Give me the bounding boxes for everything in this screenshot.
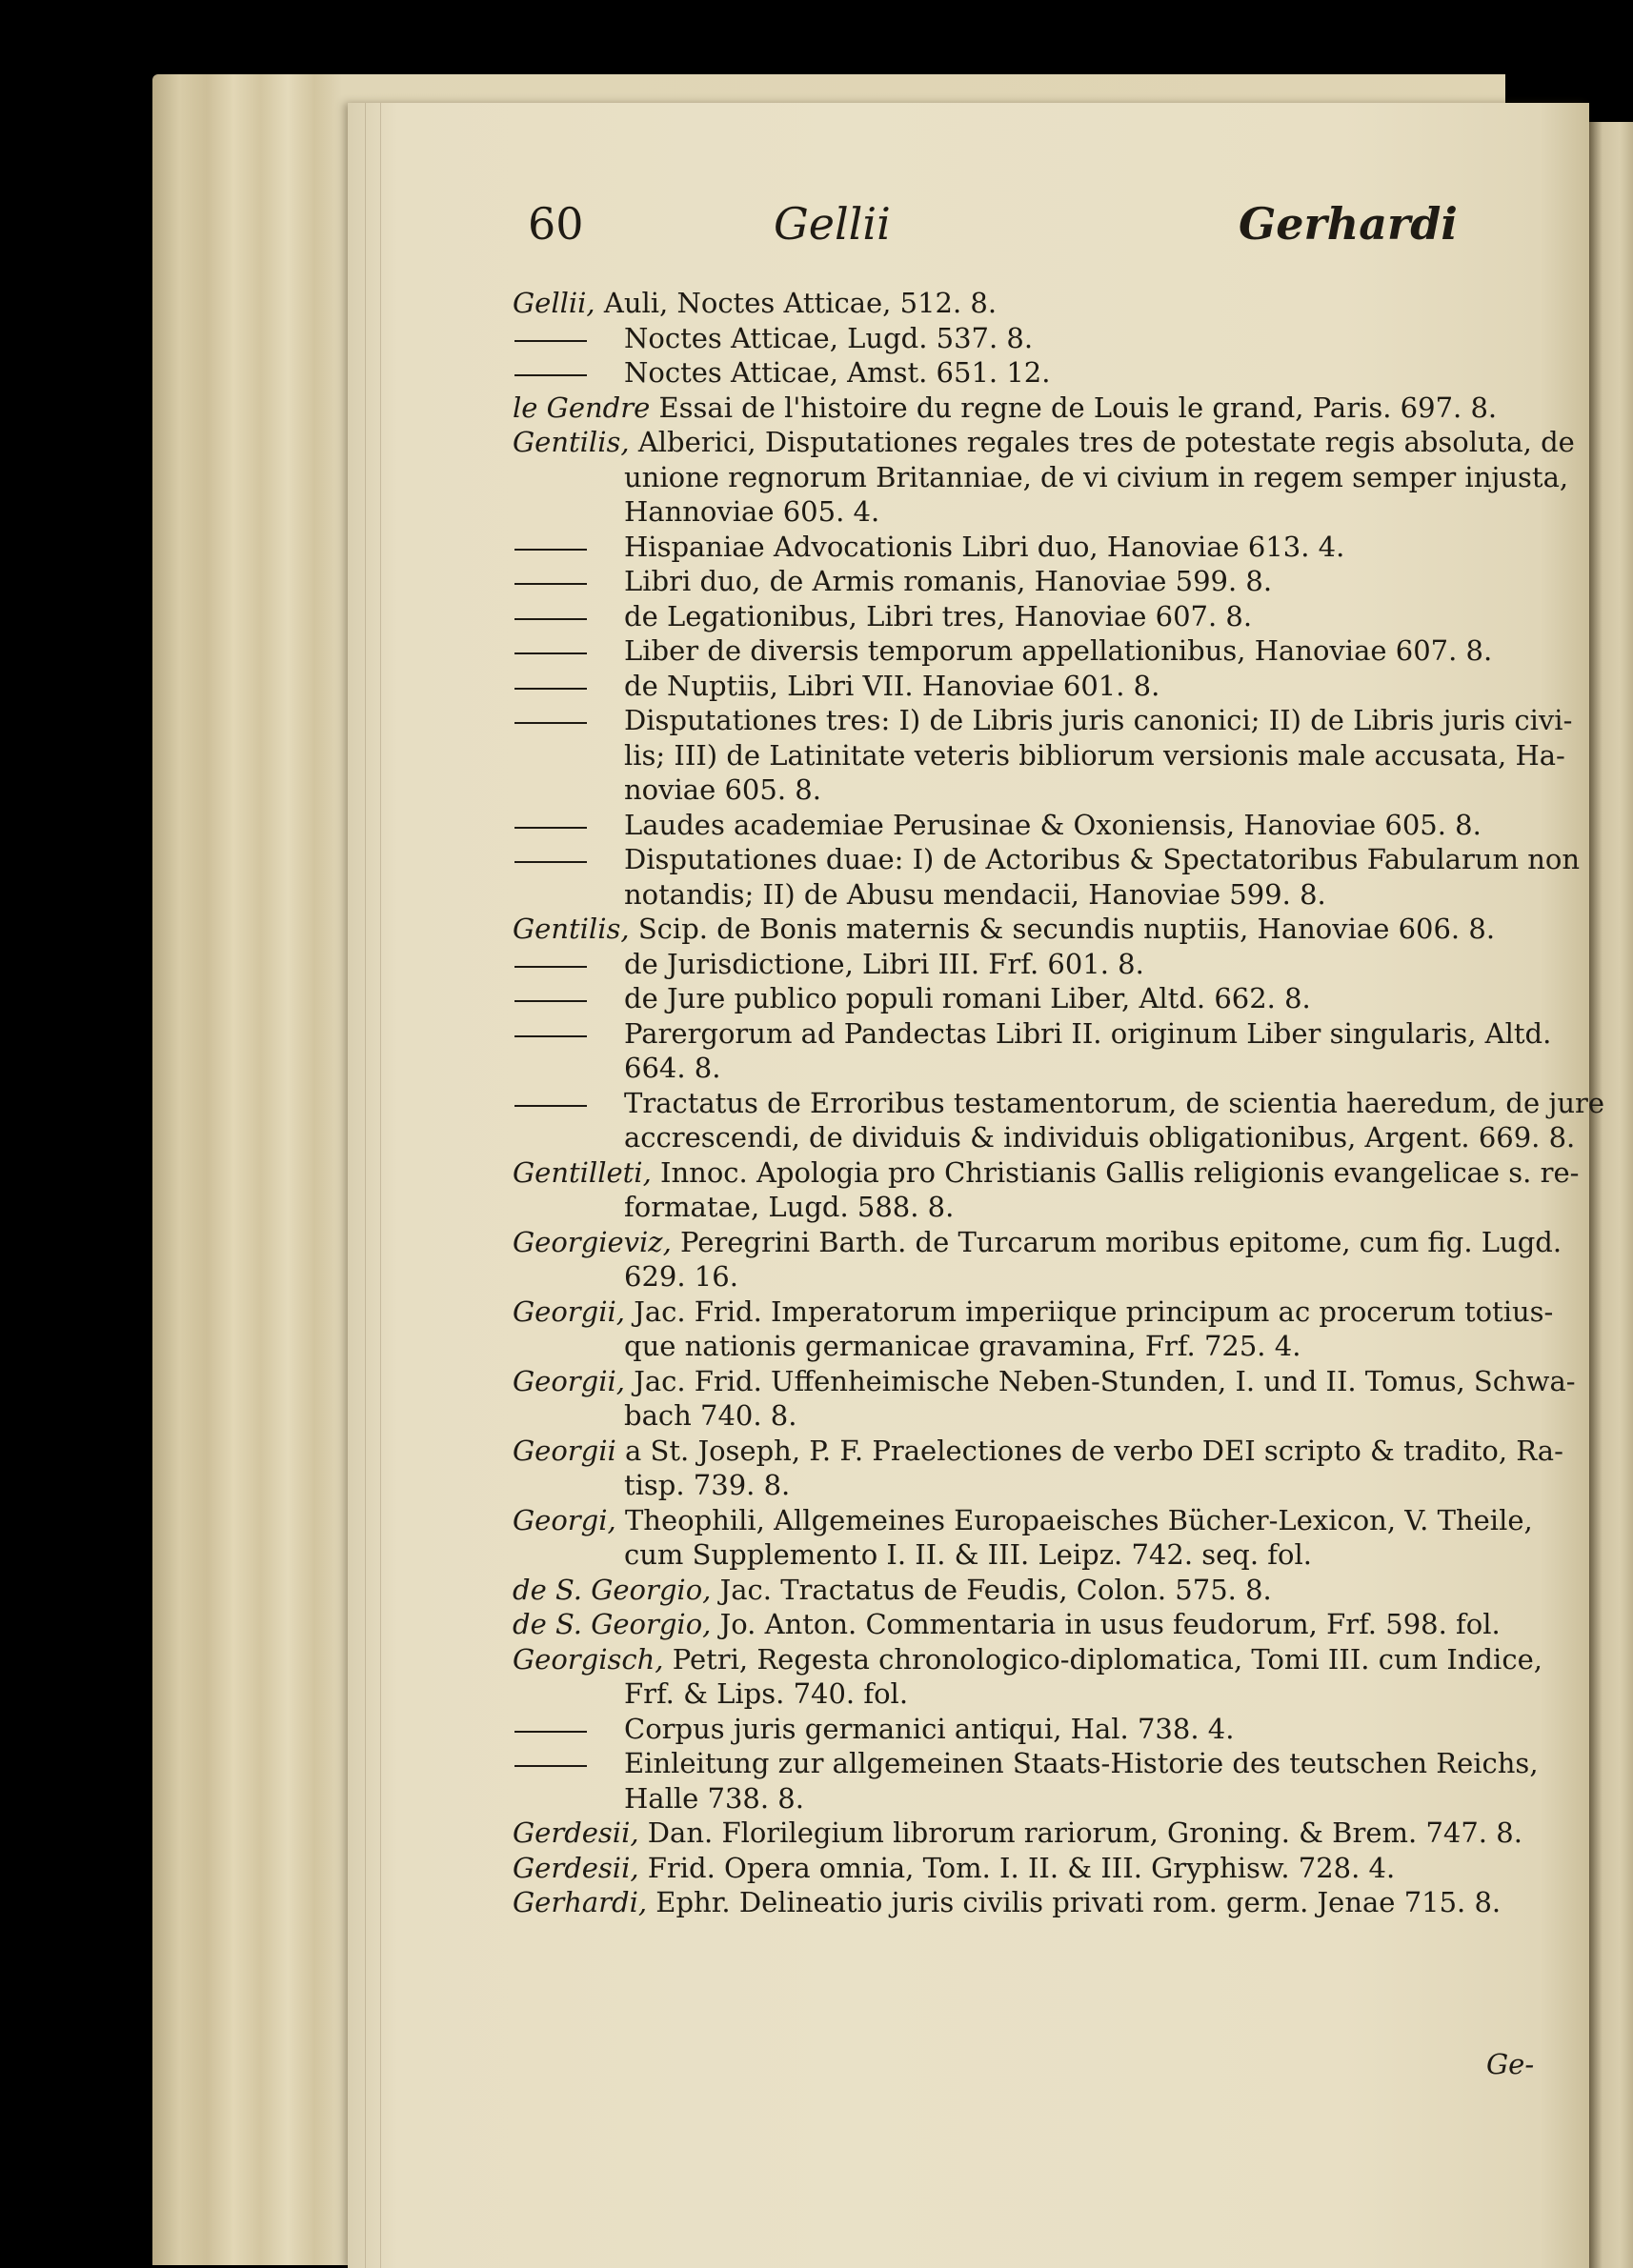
entry-line <box>513 1853 1395 1883</box>
entry-text: Laudes academiae Perusinae & Oxoniensis, Hanoviae 605. 8. <box>624 808 1482 841</box>
entry-text: de Nuptiis, Libri VII. Hanoviae 601. 8. <box>624 669 1160 702</box>
entry-line <box>513 1227 1562 1257</box>
entry-text: noviae 605. 8. <box>624 773 821 806</box>
entry-text: cum Supplemento I. II. & III. Leipz. 742. seq. fol. <box>624 1538 1312 1571</box>
ditto-dash <box>514 618 587 620</box>
entry-line <box>624 1018 1551 1049</box>
entry-line <box>624 1539 1312 1570</box>
entry-line <box>624 1748 1539 1778</box>
entry-line <box>624 1261 738 1292</box>
ditto-dash <box>514 583 587 585</box>
entry-text: Halle 738. 8. <box>624 1781 804 1815</box>
entry-text: que nationis germanicae gravamina, Frf. 725. 4. <box>624 1330 1301 1362</box>
author-name: Georgieviz, <box>513 1225 681 1258</box>
entry-line <box>513 913 1495 944</box>
author-name: Gellii, <box>513 287 604 319</box>
entry-text: 664. 8. <box>624 1052 721 1084</box>
entry-line <box>624 1678 908 1709</box>
entry-text: bach 740. 8. <box>624 1399 797 1432</box>
entry-text: Jac. Frid. Uffenheimische Neben-Stunden, I. und II. Tomus, Schwa- <box>634 1364 1576 1397</box>
author-name: Georgii, <box>513 1295 635 1328</box>
ditto-dash <box>514 688 587 690</box>
entry-text: lis; III) de Latinitate veteris bibliorum versionis male accusata, Ha- <box>624 738 1565 772</box>
author-name: Georgii <box>513 1434 625 1467</box>
ditto-dash <box>514 827 587 829</box>
entry-text: Innoc. Apologia pro Christianis Gallis religionis evangelicae s. re- <box>660 1155 1580 1189</box>
author-name: de S. Georgio, <box>513 1608 720 1640</box>
entry-text: Frf. & Lips. 740. fol. <box>624 1677 909 1710</box>
ditto-dash <box>514 861 587 863</box>
entry-line <box>624 1714 1234 1744</box>
entry-line <box>624 705 1572 735</box>
entry-text: Noctes Atticae, Lugd. 537. 8. <box>624 321 1034 354</box>
entry-text: de Legationibus, Libri tres, Hanoviae 607. 8. <box>624 599 1253 632</box>
entry-text: Hannoviae 605. 4. <box>624 495 880 528</box>
entry-line <box>624 1053 720 1083</box>
entry-line <box>624 1400 796 1431</box>
entry-line <box>624 1192 954 1222</box>
entry-text: Essai de l'histoire du regne de Louis le grand, Paris. 697. 8. <box>658 391 1498 424</box>
entry-text: Jac. Frid. Imperatorum imperiique principum ac procerum totius- <box>634 1295 1554 1328</box>
author-name: le Gendre <box>513 391 659 424</box>
entry-text: a St. Joseph, P. F. Praelectiones de verbo DEI scripto & tradito, Ra- <box>624 1434 1563 1467</box>
author-name: de S. Georgio, <box>513 1573 720 1606</box>
entry-line <box>513 1575 1272 1605</box>
entry-text: Frid. Opera omnia, Tom. I. II. & III. Gryphisw. 728. 4. <box>647 1851 1396 1884</box>
entry-text: Alberici, Disputationes regales tres de potestate regis absoluta, de <box>637 426 1575 458</box>
entry-text: Corpus juris germanici antiqui, Hal. 738. 4. <box>624 1712 1235 1745</box>
entry-text: Dan. Florilegium librorum rariorum, Groning. & Brem. 747. 8. <box>647 1816 1522 1849</box>
author-name: Gerdesii, <box>513 1816 648 1849</box>
entry-line <box>513 1644 1542 1675</box>
entry-line <box>513 1817 1522 1848</box>
entry-line <box>624 532 1344 562</box>
entry-line <box>624 1088 1604 1118</box>
entry-line <box>513 427 1575 457</box>
entry-text: Auli, Noctes Atticae, 512. 8. <box>603 287 998 319</box>
ditto-dash <box>514 966 587 968</box>
entry-line <box>624 949 1144 979</box>
entry-text: Ephr. Delineatio juris civilis privati rom. germ. Jenae 715. 8. <box>655 1886 1502 1918</box>
author-name: Georgi, <box>513 1503 625 1536</box>
entry-text: Jo. Anton. Commentaria in usus feudorum, Frf. 598. fol. <box>719 1608 1501 1640</box>
ditto-dash <box>514 1731 587 1733</box>
entry-line <box>513 1435 1563 1466</box>
entry-line <box>624 323 1033 353</box>
entry-line <box>513 1157 1579 1188</box>
entry-text: Scip. de Bonis maternis & secundis nuptiis, Hanoviae 606. 8. <box>637 913 1496 945</box>
author-name: Gerhardi, <box>513 1886 656 1918</box>
entry-text: Einleitung zur allgemeinen Staats-Historie des teutschen Reichs, <box>624 1747 1539 1779</box>
author-name: Georgii, <box>513 1364 635 1397</box>
entry-line <box>624 1331 1300 1361</box>
entry-text: Parergorum ad Pandectas Libri II. originum Liber singularis, Altd. <box>624 1016 1552 1050</box>
entry-line <box>513 288 997 318</box>
entry-line <box>624 566 1272 596</box>
entry-text: Theophili, Allgemeines Europaeisches Bücher-Lexicon, V. Theile, <box>624 1503 1533 1536</box>
entry-text: de Jurisdictione, Libri III. Frf. 601. 8. <box>624 947 1144 980</box>
entry-line <box>624 774 821 805</box>
facing-page-edge <box>1589 122 1633 2268</box>
entry-line <box>513 392 1497 423</box>
entry-text: accrescendi, de dividuis & individuis obligationibus, Argent. 669. 8. <box>624 1121 1576 1154</box>
ditto-dash <box>514 1000 587 1002</box>
entry-text: Libri duo, de Armis romanis, Hanoviae 599. 8. <box>624 565 1273 597</box>
entry-line <box>624 810 1482 840</box>
entry-text: Noctes Atticae, Amst. 651. 12. <box>624 356 1051 389</box>
entry-line <box>513 1887 1501 1917</box>
entry-line <box>624 671 1159 701</box>
entry-line <box>624 357 1050 388</box>
entry-line <box>624 1783 804 1814</box>
entry-line <box>624 983 1311 1014</box>
entry-text: Peregrini Barth. de Turcarum moribus epitome, cum fig. Lugd. <box>680 1225 1562 1258</box>
author-name: Gentilis, <box>513 426 638 458</box>
running-head-left: Gellii <box>774 198 891 250</box>
entry-line <box>513 1609 1501 1639</box>
entry-text: Jac. Tractatus de Feudis, Colon. 575. 8. <box>719 1573 1272 1606</box>
author-name: Gentilis, <box>513 913 638 945</box>
entry-text: Liber de diversis temporum appellationibus, Hanoviae 607. 8. <box>624 634 1493 667</box>
entry-text: Disputationes duae: I) de Actoribus & Spectatoribus Fabularum non <box>624 843 1581 875</box>
ditto-dash <box>514 1105 587 1107</box>
author-name: Georgisch, <box>513 1642 673 1676</box>
ditto-dash <box>514 1765 587 1767</box>
entry-line <box>624 1470 790 1500</box>
entry-text: de Jure publico populi romani Liber, Altd. 662. 8. <box>624 982 1311 1014</box>
ditto-dash <box>514 374 587 376</box>
entry-text: Petri, Regesta chronologico-diplomatica, Tomi III. cum Indice, <box>672 1642 1542 1676</box>
entry-line <box>624 740 1565 771</box>
author-name: Gerdesii, <box>513 1851 648 1884</box>
entry-text: tisp. 739. 8. <box>624 1469 791 1501</box>
entry-line <box>513 1366 1576 1396</box>
entry-line <box>624 635 1492 666</box>
ditto-dash <box>514 722 587 724</box>
entry-line <box>624 496 879 527</box>
entry-line <box>624 1122 1575 1153</box>
entry-line <box>624 601 1252 632</box>
ditto-dash <box>514 549 587 551</box>
entry-text: Disputationes tres: I) de Libris juris canonici; II) de Libris juris civi- <box>624 704 1573 736</box>
entry-line <box>624 462 1568 492</box>
ditto-dash <box>514 1035 587 1037</box>
entry-text: Tractatus de Erroribus testamentorum, de scientia haeredum, de jure <box>624 1086 1605 1119</box>
entry-text: unione regnorum Britanniae, de vi civium in regem semper injusta, <box>624 460 1569 493</box>
entry-text: notandis; II) de Abusu mendacii, Hanoviae 599. 8. <box>624 877 1326 911</box>
entry-text: 629. 16. <box>624 1260 738 1293</box>
page-number: 60 <box>528 198 584 250</box>
ditto-dash <box>514 652 587 654</box>
author-name: Gentilleti, <box>513 1155 661 1189</box>
entry-line <box>624 844 1580 874</box>
ditto-dash <box>514 340 587 342</box>
entry-text: formatae, Lugd. 588. 8. <box>624 1191 955 1223</box>
entry-line <box>513 1296 1553 1327</box>
catchword: Ge- <box>1486 2048 1535 2080</box>
entry-line <box>624 879 1326 910</box>
entry-line <box>513 1505 1533 1535</box>
entry-text: Hispaniae Advocationis Libri duo, Hanoviae 613. 4. <box>624 530 1345 563</box>
running-head-right: Gerhardi <box>1239 198 1458 250</box>
